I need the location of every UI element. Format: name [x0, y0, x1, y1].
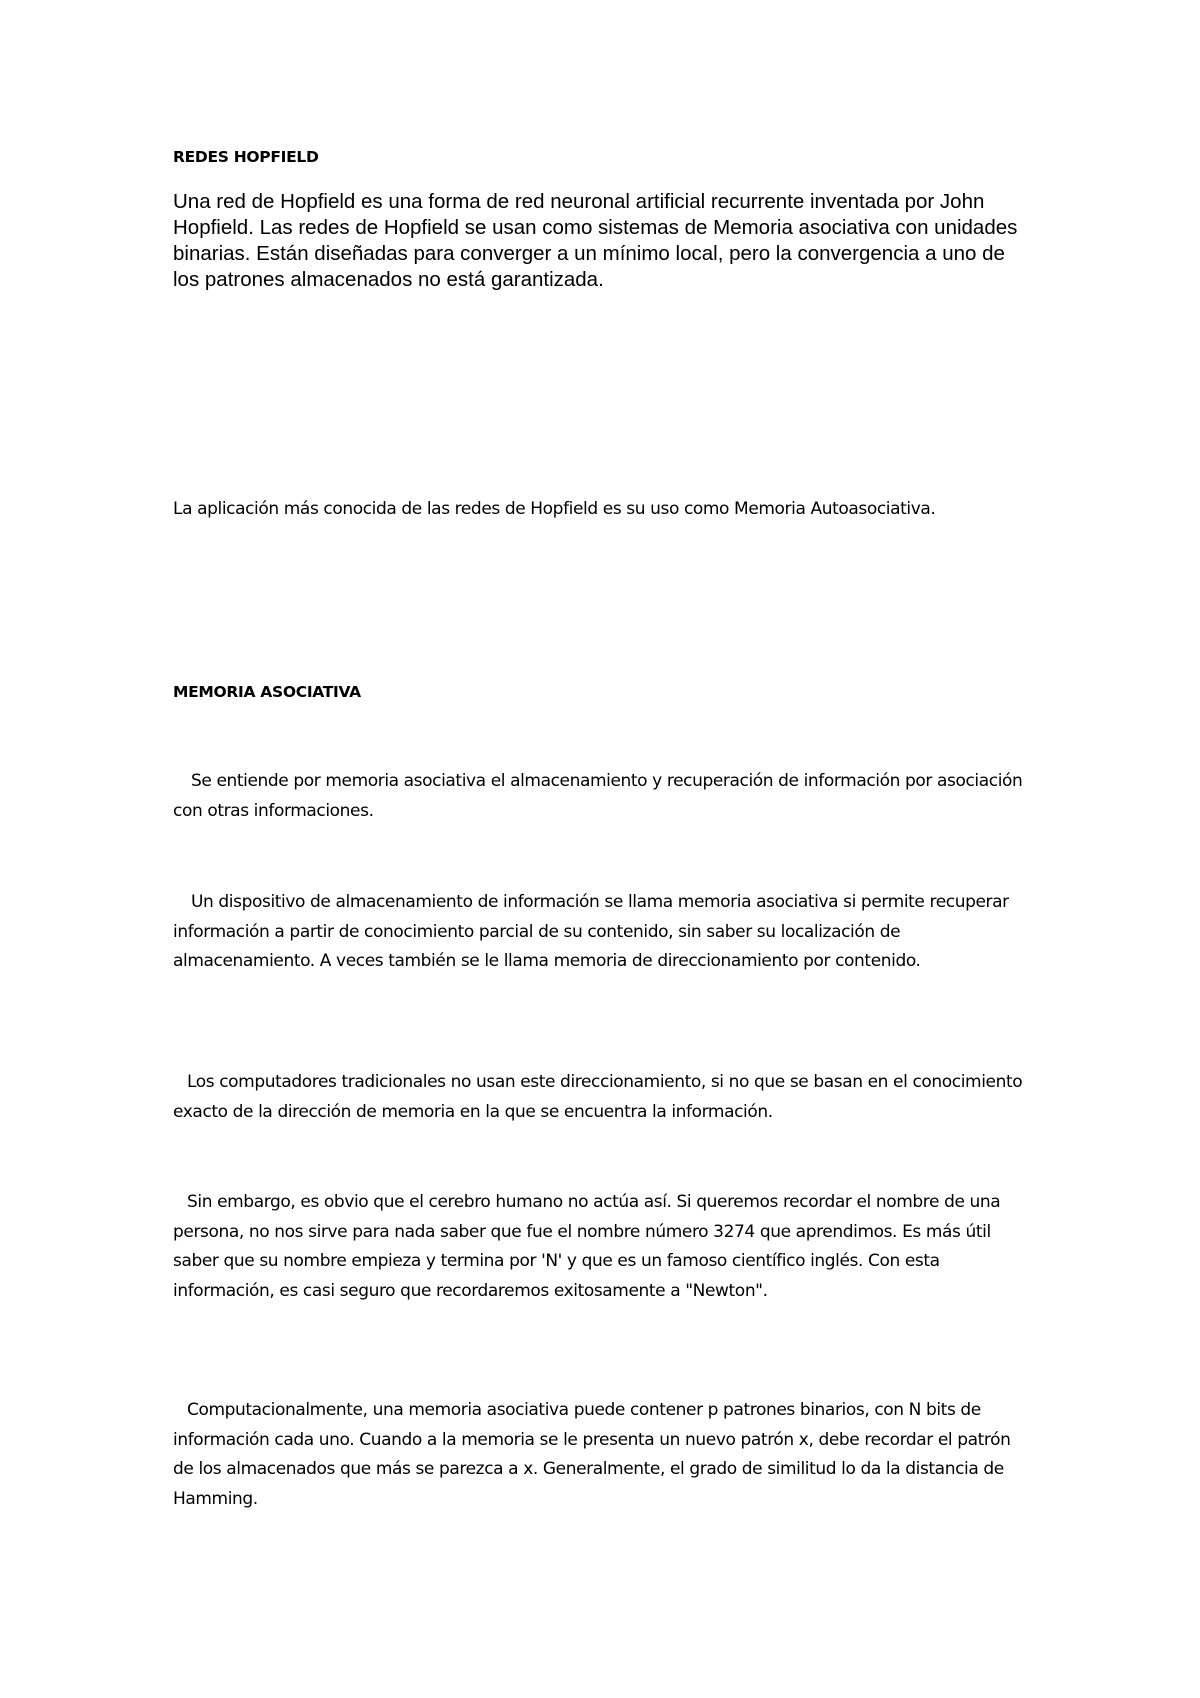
application-sentence: La aplicación más conocida de las redes de Hopfield es su uso como Memoria Autoasociativa. [173, 499, 936, 519]
paragraph-computational: Computacionalmente, una memoria asociativa puede contener p patrones binarios, con N bits de información cada uno. Cuando a la memoria se le presenta un nuevo patrón x, debe recordar el patrón de los almacenados que más se parezca a x. Generalmente, el grado de similitud lo da la distancia de Hamming. [173, 1400, 1011, 1509]
paragraph-device: Un dispositivo de almacenamiento de información se llama memoria asociativa si permite recuperar información a partir de conocimiento parcial de su contenido, sin saber su localización de almacenamiento. A veces también se le llama memoria de direccionamiento por contenido. [173, 892, 1009, 971]
paragraph-human-brain: Sin embargo, es obvio que el cerebro humano no actúa así. Si queremos recordar el nombre de una persona, no nos sirve para nada saber que fue el nombre número 3274 que aprendimos. Es más útil saber que su nombre empieza y termina por 'N' y que es un famoso científico inglés. Con esta información, es casi seguro que recordaremos exitosamente a "Newton". [173, 1192, 1001, 1301]
paragraph-definition: Se entiende por memoria asociativa el almacenamiento y recuperación de información por asociación con otras informaciones. [173, 771, 1023, 821]
intro-paragraph: Una red de Hopfield es una forma de red neuronal artificial recurrente inventada por John Hopfield. Las redes de Hopfield se usan como sistemas de Memoria asociativa con unidades binarias. Están diseñadas para converger a un mínimo local, pero la convergencia a uno de los patrones almacenados no está garantizada. [173, 190, 1018, 291]
paragraph-traditional-computers: Los computadores tradicionales no usan este direccionamiento, si no que se basan en el conocimiento exacto de la dirección de memoria en la que se encuentra la información. [173, 1072, 1023, 1122]
heading-redes-hopfield: REDES HOPFIELD [173, 148, 319, 166]
heading-memoria-asociativa: MEMORIA ASOCIATIVA [173, 683, 361, 701]
